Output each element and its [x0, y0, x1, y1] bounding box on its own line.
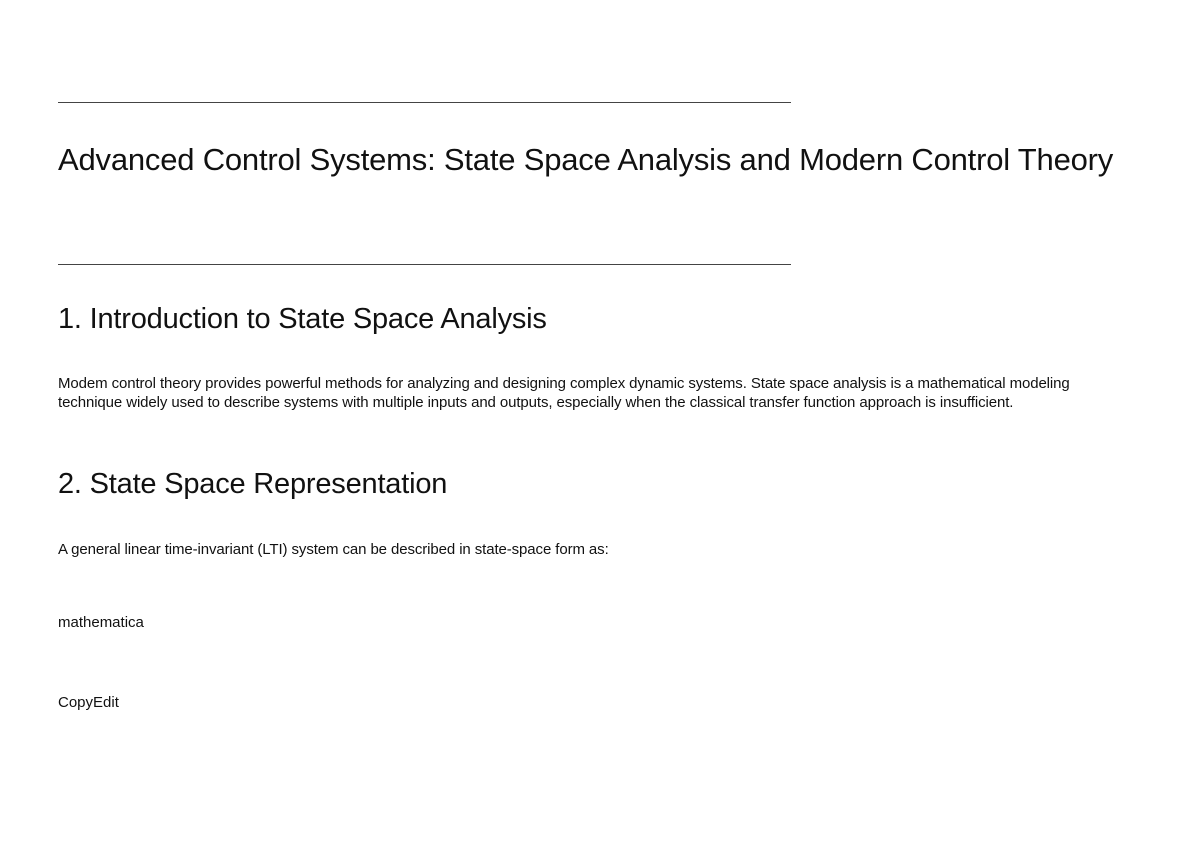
code-language-label: mathematica [58, 614, 144, 631]
section-heading-introduction: 1. Introduction to State Space Analysis [58, 303, 547, 335]
section-paragraph-representation: A general linear time-invariant (LTI) system can be described in state-space form as: [58, 541, 609, 558]
section-paragraph-introduction: Modem control theory provides powerful methods for analyzing and designing complex dynamic systems. State space analysis is a mathematical modeling technique widely used to describe systems with multiple inputs and outputs, especially when the classical transfer function approach is insufficient. [58, 375, 1070, 411]
document-title: Advanced Control Systems: State Space Analysis and Modern Control Theory [58, 142, 1114, 177]
copy-edit-label: CopyEdit [58, 694, 119, 711]
horizontal-rule-top [58, 102, 791, 103]
horizontal-rule-bottom [58, 264, 791, 265]
section-heading-representation: 2. State Space Representation [58, 468, 448, 500]
